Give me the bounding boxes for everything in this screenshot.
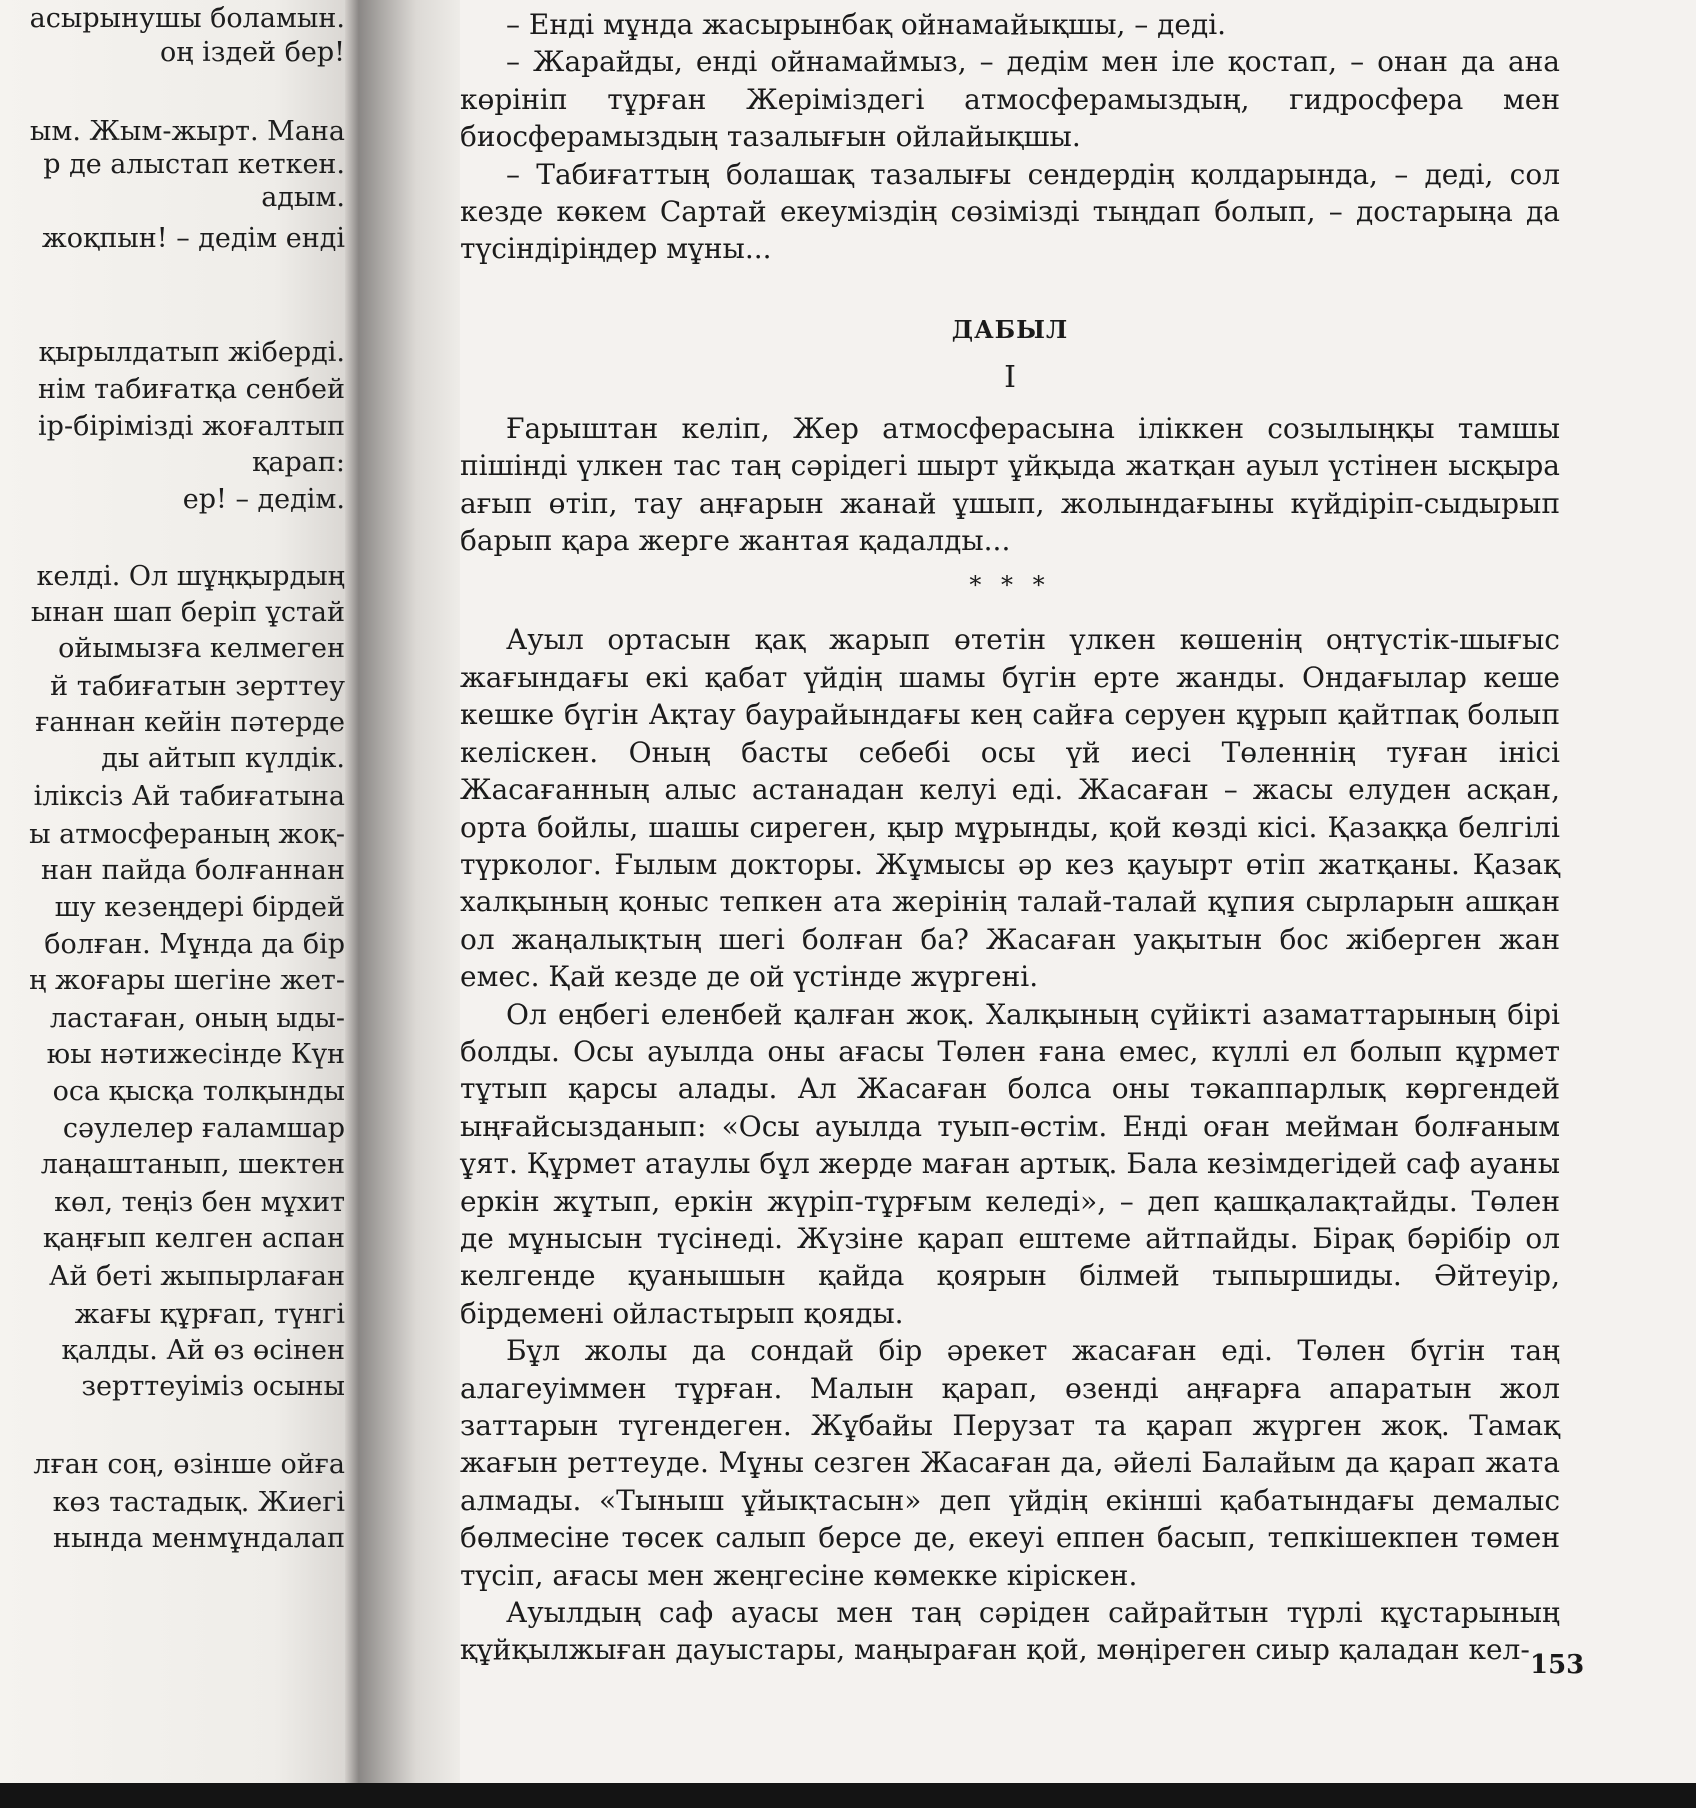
left-page-line: ы атмосфераның жоқ- xyxy=(29,819,345,850)
left-page-line: ң жоғары шегіне жет- xyxy=(29,965,345,996)
left-page-line: й табиғатын зерттеу xyxy=(50,671,345,702)
paragraph: – Жарайды, енді ойнамаймыз, – дедім мен іле қостап, – онан да ана көрініп тұрған Жерімiздегі атмосферамыздың, гидросфера мен биосферамыздың тазалығын ойлайықшы. xyxy=(460,45,1560,154)
left-page-line: көз тастадық. Жиегі xyxy=(52,1487,345,1518)
left-page-line: ғаннан кейін пәтерде xyxy=(35,707,345,738)
left-page-line: оң іздей бер! xyxy=(159,37,345,68)
left-page-line: ынан шап беріп ұстай xyxy=(30,597,345,628)
left-page xyxy=(0,0,352,1783)
left-page-line: жағы құрғап, түнгі xyxy=(74,1299,345,1330)
paragraph: – Табиғаттың болашақ тазалығы сендердің қолдарында, – деді, сол кезде көкем Сартай екеуміздің сөзімізді тыңдап болып, – достарыңа да түсіндіріңдер мұны... xyxy=(460,157,1560,266)
left-page-line: қаңғып келген аспан xyxy=(43,1223,345,1254)
left-page-line: ер! – дедім. xyxy=(182,484,345,515)
left-page-line: асырынушы боламын. xyxy=(29,3,345,34)
left-page-line: ым. Жым-жырт. Мана xyxy=(29,116,345,147)
left-page-line: ойымызға келмеген xyxy=(58,633,345,664)
left-page-line: ды айтып күлдік. xyxy=(101,743,345,774)
section-two-text xyxy=(460,621,1560,1668)
left-page-line: нім табиғатқа сенбей xyxy=(37,374,345,405)
page-number: 153 xyxy=(1530,1650,1585,1680)
chapter-title: ДАБЫЛ xyxy=(951,314,1069,344)
left-page-line: көл, теңіз бен мұхит xyxy=(54,1187,345,1218)
left-page-line: болған. Мұнда да бір xyxy=(44,929,345,960)
paragraph: Ауылдың саф ауасы мен таң сәріден сайрайтын түрлі құстарының құйқылжыған дауыстары, маңыраған қой, мөңіреген сиыр қаладан кел- xyxy=(460,1596,1560,1667)
left-page-line: Ай беті жыпырлаған xyxy=(49,1261,345,1292)
paragraph: Ғарыштан келіп, Жер атмосферасына іліккен созылыңқы тамшы пішінді үлкен тас таң сәрідегі шырт ұйқыда жатқан ауыл үстінен ысқыра ағып өтіп, тау аңғарын жанай ұшып, жолындағыны күйдіріп-сыдырып барып қара жерге жантая қадалды... xyxy=(460,411,1560,558)
left-page-line: р де алыстап кеткен. xyxy=(43,149,345,180)
left-page-line: адым. xyxy=(261,182,345,213)
book-gutter xyxy=(345,0,460,1783)
scan-border xyxy=(0,1783,1696,1808)
right-page xyxy=(460,0,1696,1783)
left-page-line: нан пайда болғаннан xyxy=(40,855,345,886)
left-page-line: келді. Ол шұңқырдың xyxy=(36,561,345,592)
paragraph: Бұл жолы да сондай бір әрекет жасаған еді. Төлен бүгін таң алагеуіммен тұрған. Малын қарап, өзенді аңғарға апаратын жол заттарын түгендеген. Жұбайы Перузат та қарап жүрген жоқ. Тамақ жағын реттеуде. Мұны сезген Жасаған да, әйелі Балайым да қарап жата алмады. «Тыныш ұйықтасын» деп үйдің екінші қабатындағы демалыс бөлмесіне төсек салып берсе де, екеуі еппен басып, тепкішекпен төмен түсіп, ағасы мен жеңгесіне көмекке кіріскен. xyxy=(460,1334,1560,1592)
left-page-line: зерттеуіміз осыны xyxy=(81,1371,345,1402)
intro-dialogue xyxy=(460,6,1560,268)
left-page-line: қарап: xyxy=(252,447,345,478)
left-page-line: оса қысқа толқынды xyxy=(52,1076,345,1107)
left-page-line: юы нәтижесінде Күн xyxy=(46,1039,345,1070)
section-separator: * * * xyxy=(969,571,1051,600)
left-page-line: ір-бірімізді жоғалтып xyxy=(38,411,345,442)
left-page-line: шу кезеңдері бірдей xyxy=(54,892,345,923)
left-page-line: жоқпын! – дедім енді xyxy=(41,223,345,254)
right-page-text xyxy=(460,6,1560,1669)
left-page-line: қалды. Ай өз өсінен xyxy=(61,1335,345,1366)
paragraph: Ол еңбегі еленбей қалған жоқ. Халқының сүйікті азаматтарының бірі болды. Осы ауылда оны ағасы Төлен ғана емес, күллі ел болып құрмет тұтып қарсы алады. Ал Жасаған болса оны тәкаппарлық көргендей ыңғайсызданып: «Осы ауылда туып-өстім. Енді оған мейман болғаным ұят. Құрмет атаулы бұл жерде маған артық. Бала кезімдегідей саф ауаны еркін жұтып, еркін жүріп-тұрғым келеді», – деп қашқалақтайды. Төлен де мұнысын түсінеді. Жүзіне қарап ештеме айтпайды. Бірақ бәрібір ол келгенде қуанышын қайда қоярын білмей тыпыршиды. Әйтеуір, бірдемені ойластырып қояды. xyxy=(460,997,1560,1330)
left-page-line: лаңаштанып, шектен xyxy=(40,1149,345,1180)
left-page-line: лған соң, өзінше ойға xyxy=(33,1449,345,1480)
left-page-line: қырылдатып жіберді. xyxy=(38,337,345,368)
left-page-line: сәулелер ғаламшар xyxy=(62,1113,345,1144)
paragraph: Ауыл ортасын қақ жарып өтетін үлкен көшенің оңтүстік-шығыс жағындағы екі қабат үйдің шамы бүгін ерте жанды. Ондағылар кеше кешке бүгін Ақтау баурайындағы кең сайға серуен құрып қайтпақ болып келіскен. Оның басты себебі осы үй иесі Төленнің туған інісі Жасағанның алыс астанадан келуі еді. Жасаған – жасы елуден асқан, орта бойлы, шашы сиреген, қыр мұрынды, қой көзді кісі. Қазаққа белгілі түрколог. Ғылым докторы. Жұмысы әр кез қауырт өтіп жатқаны. Қазақ халқының қоныс тепкен ата жерінің талай-талай құпия сырларын ашқан ол жаңалықтың шегі болған ба? Жасаған уақытын бос жіберген жан емес. Қай кезде де ой үстінде жүргені. xyxy=(460,623,1560,994)
section-number: I xyxy=(1004,359,1016,395)
left-page-line: іліксіз Ай табиғатына xyxy=(33,781,345,812)
section-one-text xyxy=(460,410,1560,560)
left-page-line: ластаған, оның ыды- xyxy=(49,1003,345,1034)
left-page-line: нында менмұндалап xyxy=(53,1523,345,1554)
paragraph: – Енді мұнда жасырынбақ ойнамайықшы, – деді. xyxy=(506,8,1227,41)
